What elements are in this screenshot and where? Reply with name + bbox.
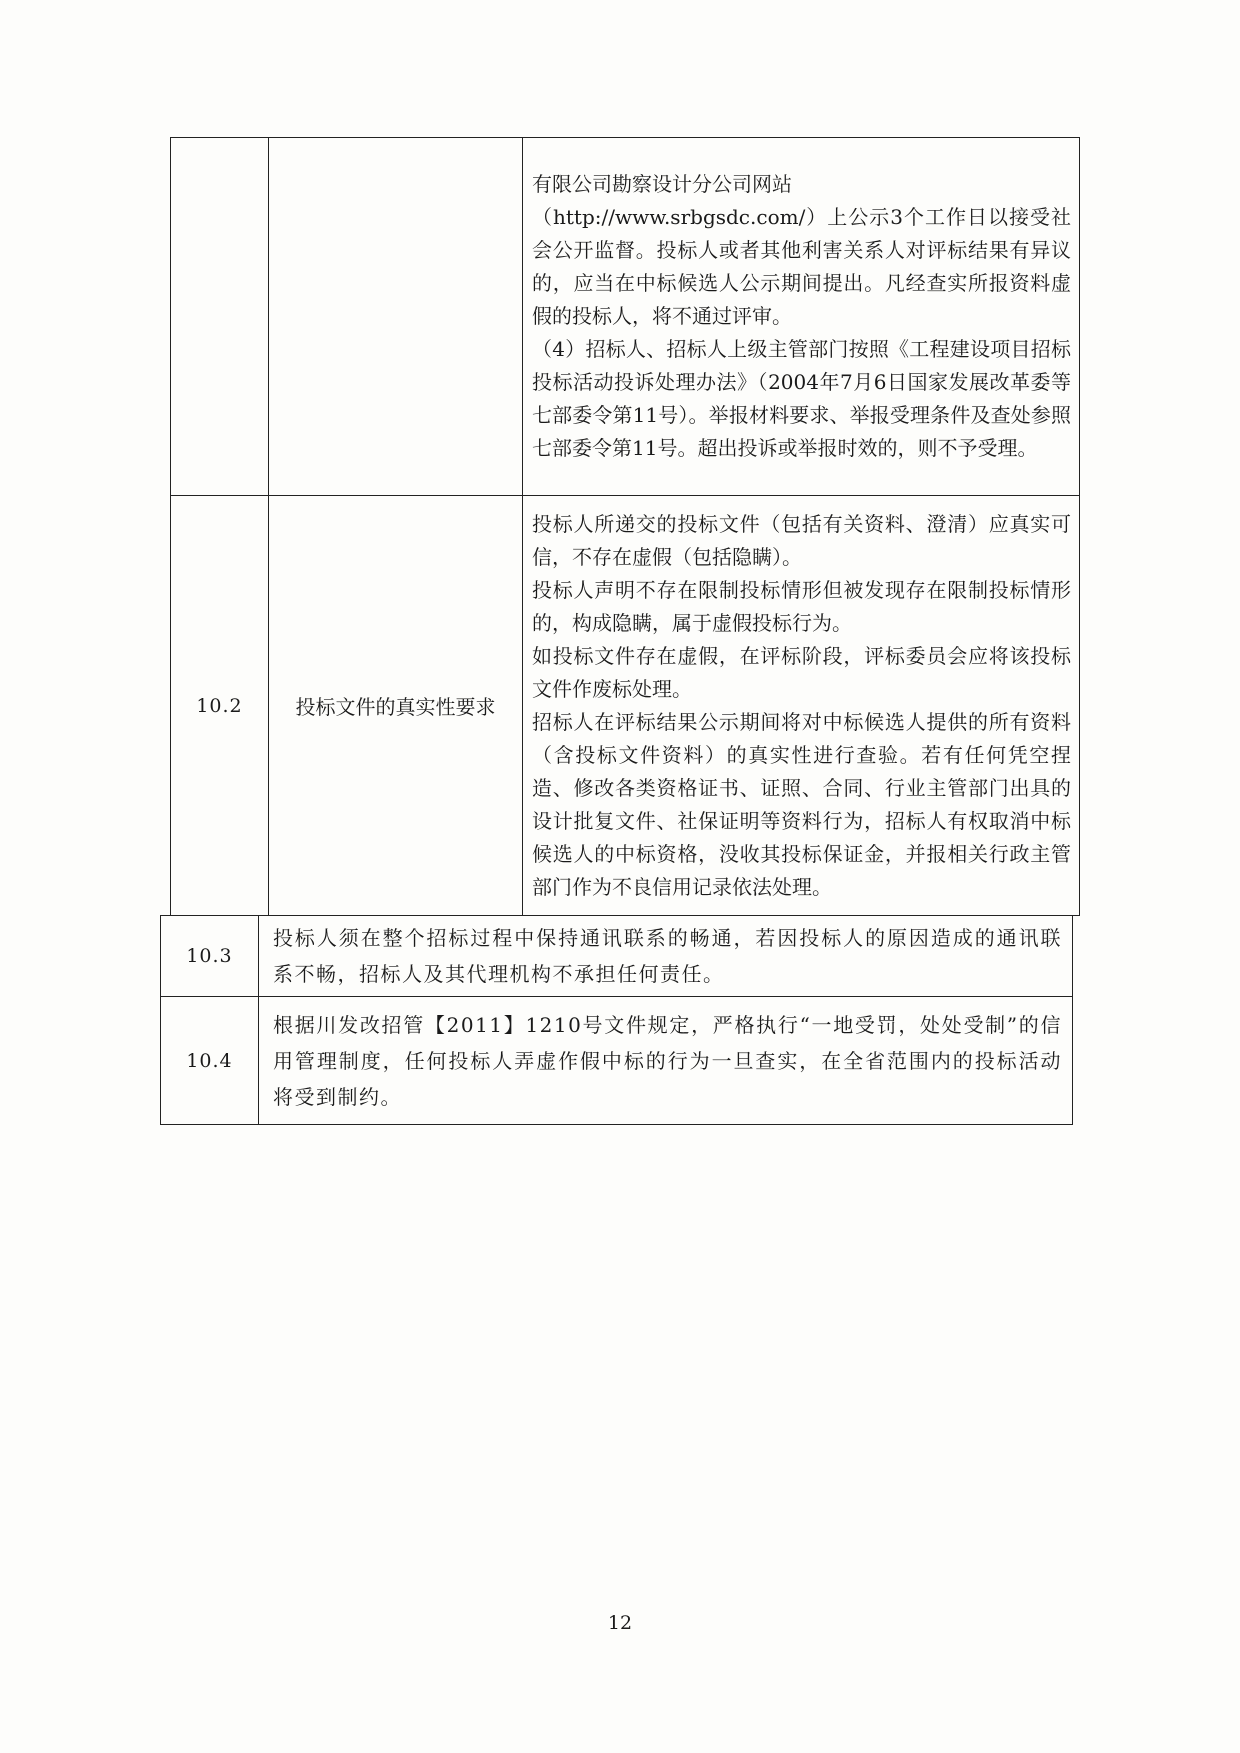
content-paragraph: 根据川发改招管【2011】1210号文件规定，严格执行“一地受罚，处处受制”的信用管理制度，任何投标人弄虚作假中标的行为一旦查实，在全省范围内的投标活动将受到制约。: [273, 1012, 1062, 1109]
clause-table-upper: [170, 137, 1080, 916]
table-row: [171, 138, 1080, 496]
content-paragraph: 如投标文件存在虚假，在评标阶段，评标委员会应将该投标文件作废标处理。: [532, 643, 1071, 701]
content-paragraph: 投标人声明不存在限制投标情形但被发现存在限制投标情形的，构成隐瞒，属于虚假投标行为。: [532, 577, 1071, 635]
content-paragraph: （4）招标人、招标人上级主管部门按照《工程建设项目招标投标活动投诉处理办法》（2004年7月6日国家发展改革委等七部委令第11号）。举报材料要求、举报受理条件及查处参照七部委令第11号。超出投诉或举报时效的，则不予受理。: [532, 337, 1071, 460]
clause-content-cell: [259, 916, 1073, 997]
clause-content-cell: [259, 997, 1073, 1125]
table-row: [171, 496, 1080, 916]
table-row: [161, 916, 1073, 997]
content-paragraph: 投标人须在整个招标过程中保持通讯联系的畅通，若因投标人的原因造成的通讯联系不畅，招标人及其代理机构不承担任何责任。: [273, 926, 1062, 986]
clause-content-cell: [523, 138, 1080, 496]
clause-title-cell-empty: [269, 138, 523, 496]
content-paragraph: 投标人所递交的投标文件（包括有关资料、澄清）应真实可信，不存在虚假（包括隐瞒）。: [532, 511, 1071, 569]
clause-content-cell: [523, 496, 1080, 916]
page-number: 12: [607, 1612, 633, 1634]
clause-title: 投标文件的真实性要求: [269, 496, 523, 916]
clause-table-lower: [160, 915, 1073, 1125]
clause-number: 10.4: [161, 997, 259, 1125]
table-row: [161, 997, 1073, 1125]
clause-number: 10.3: [161, 916, 259, 997]
clause-number-cell-empty: [171, 138, 269, 496]
content-paragraph: （http://www.srbgsdc.com/）上公示3个工作日以接受社会公开监督。投标人或者其他利害关系人对评标结果有异议的，应当在中标候选人公示期间提出。凡经查实所报资料虚假的投标人，将不通过评审。: [532, 205, 1071, 328]
content-paragraph: 招标人在评标结果公示期间将对中标候选人提供的所有资料（含投标文件资料）的真实性进行查验。若有任何凭空捏造、修改各类资格证书、证照、合同、行业主管部门出具的设计批复文件、社保证明等资料行为，招标人有权取消中标候选人的中标资格，没收其投标保证金，并报相关行政主管部门作为不良信用记录依法处理。: [532, 709, 1071, 899]
clause-number: 10.2: [171, 496, 269, 916]
content-paragraph: 有限公司勘察设计分公司网站: [532, 172, 792, 196]
